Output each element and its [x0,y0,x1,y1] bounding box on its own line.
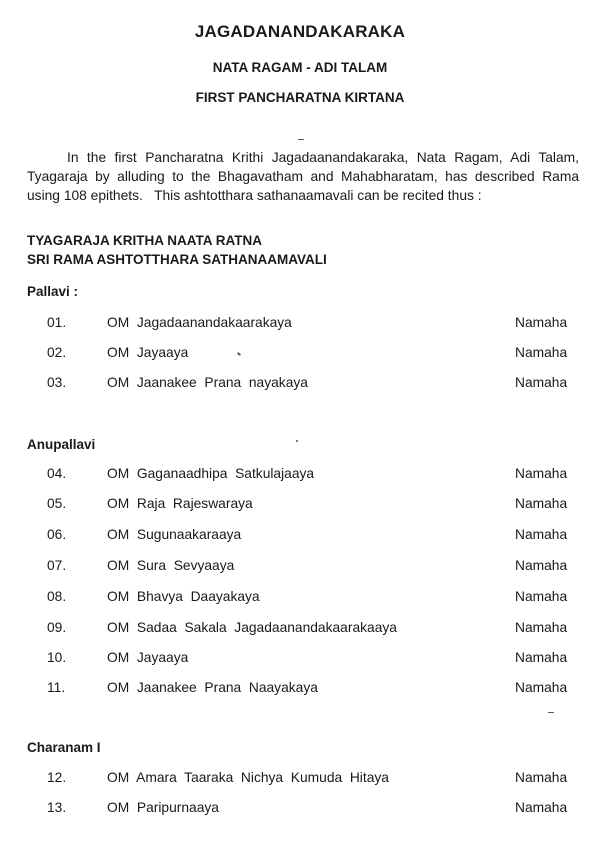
list-item [0,620,600,640]
raga-heading: NATA RAGAM - ADI TALAM [212,60,388,75]
kirtana-heading: FIRST PANCHARATNA KIRTANA [195,90,405,105]
intro-paragraph [27,148,583,205]
subheading-line-2: SRI RAMA ASHTOTTHARA SATHANAAMAVALI [27,252,327,267]
item-namaha: Namaha [515,558,568,573]
item-number: 06. [47,527,67,542]
page-title: JAGADANANDAKARAKA [194,22,406,41]
item-epithet: OM Jayaaya [107,345,189,360]
item-epithet: OM Bhavya Daayakaya [107,589,260,604]
item-number: 10. [47,650,67,665]
item-epithet: OM Raja Rajeswaraya [107,496,253,511]
item-number: 13. [47,800,67,815]
item-epithet: OM Jaanakee Prana nayakaya [107,375,308,390]
list-item [0,800,600,820]
item-epithet: OM Amara Taaraka Nichya Kumuda Hitaya [107,770,389,785]
list-item [0,650,600,670]
list-item [0,315,600,335]
section-title-charanam: Charanam I [27,740,101,755]
item-namaha: Namaha [515,620,568,635]
intro-text: In the first Pancharatna Krithi Jagadaanandakaraka, Nata Ragam, Adi Talam, Tyagaraja by alluding to the Bhagavatham and Mahabharatam, has described Rama using 108 epithets. This ashtotthara sathanaamavali can be recited thus : [27,150,583,203]
scan-speck [298,139,304,140]
subheading-line-1: TYAGARAJA KRITHA NAATA RATNA [27,233,262,248]
section-title-anupallavi: Anupallavi [27,437,96,452]
list-item [0,558,600,578]
item-number: 08. [47,589,67,604]
item-epithet: OM Sura Sevyaaya [107,558,235,573]
scan-speck [296,440,298,442]
item-namaha: Namaha [515,680,568,695]
item-namaha: Namaha [515,496,568,511]
item-number: 09. [47,620,67,635]
item-namaha: Namaha [515,315,568,330]
item-namaha: Namaha [515,800,568,815]
item-number: 02. [47,345,67,360]
item-namaha: Namaha [515,589,568,604]
list-item [0,680,600,700]
item-epithet: OM Paripurnaaya [107,800,219,815]
item-epithet: OM Jaanakee Prana Naayakaya [107,680,318,695]
scan-speck [548,712,554,713]
item-namaha: Namaha [515,345,568,360]
list-item [0,466,600,486]
item-namaha: Namaha [515,466,568,481]
item-namaha: Namaha [515,375,568,390]
item-epithet: OM Jayaaya [107,650,189,665]
item-number: 12. [47,770,67,785]
list-item [0,527,600,547]
list-item [0,375,600,395]
item-epithet: OM Sugunaakaraaya [107,527,242,542]
item-number: 04. [47,466,67,481]
item-number: 05. [47,496,67,511]
item-namaha: Namaha [515,770,568,785]
list-item [0,770,600,790]
item-epithet: OM Sadaa Sakala Jagadaanandakaarakaaya [107,620,397,635]
list-item [0,589,600,609]
item-number: 07. [47,558,67,573]
item-number: 01. [47,315,67,330]
item-epithet: OM Gaganaadhipa Satkulajaaya [107,466,315,481]
item-epithet: OM Jagadaanandakaarakaya [107,315,292,330]
item-namaha: Namaha [515,650,568,665]
list-item [0,496,600,516]
item-number: 11. [47,680,66,695]
item-namaha: Namaha [515,527,568,542]
item-number: 03. [47,375,67,390]
list-item [0,345,600,365]
section-title-pallavi: Pallavi : [27,284,79,299]
